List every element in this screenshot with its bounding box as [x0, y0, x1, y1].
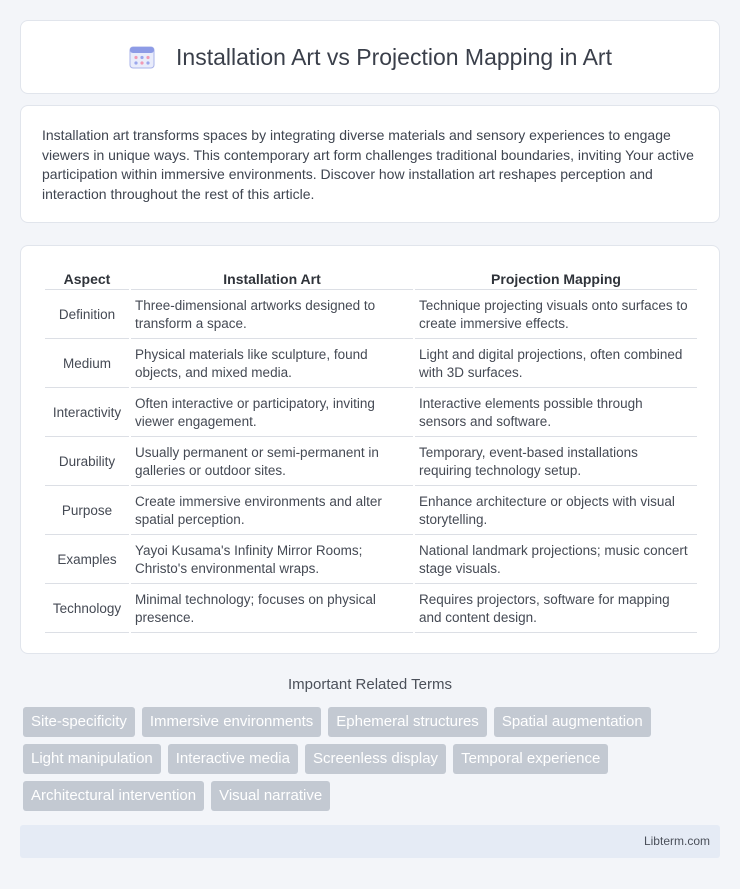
related-term-tag[interactable]: Ephemeral structures	[328, 707, 487, 737]
table-row	[45, 537, 697, 584]
row-projection-mapping: National landmark projections; music concert stage visuals.	[415, 537, 697, 584]
table-row	[45, 488, 697, 535]
header-aspect: Aspect	[45, 268, 129, 290]
row-projection-mapping: Enhance architecture or objects with visual storytelling.	[415, 488, 697, 535]
comparison-table	[43, 266, 699, 635]
row-projection-mapping: Interactive elements possible through sensors and software.	[415, 390, 697, 437]
row-installation-art: Yayoi Kusama's Infinity Mirror Rooms; Christo's environmental wraps.	[131, 537, 413, 584]
row-aspect: Definition	[45, 292, 129, 339]
row-projection-mapping: Requires projectors, software for mapping and content design.	[415, 586, 697, 633]
footer	[20, 825, 720, 858]
related-term-tag[interactable]: Immersive environments	[142, 707, 321, 737]
related-term-tag[interactable]: Light manipulation	[23, 744, 161, 774]
header-card	[20, 20, 720, 94]
table-header-row	[45, 268, 697, 290]
row-aspect: Technology	[45, 586, 129, 633]
table-row	[45, 439, 697, 486]
related-term-tag[interactable]: Visual narrative	[211, 781, 330, 811]
footer-site-link[interactable]: Libterm.com	[643, 834, 710, 848]
row-installation-art: Often interactive or participatory, inviting viewer engagement.	[131, 390, 413, 437]
row-projection-mapping: Technique projecting visuals onto surfaces to create immersive effects.	[415, 292, 697, 339]
row-installation-art: Physical materials like sculpture, found objects, and mixed media.	[131, 341, 413, 388]
related-term-tag[interactable]: Screenless display	[305, 744, 446, 774]
row-installation-art: Create immersive environments and alter spatial perception.	[131, 488, 413, 535]
related-terms-title: Important Related Terms	[288, 676, 452, 693]
table-row	[45, 292, 697, 339]
table-row	[45, 390, 697, 437]
related-terms-list	[23, 707, 723, 811]
table-row	[45, 341, 697, 388]
row-aspect: Examples	[45, 537, 129, 584]
related-term-tag[interactable]: Interactive media	[168, 744, 298, 774]
related-term-tag[interactable]: Site-specificity	[23, 707, 135, 737]
row-aspect: Purpose	[45, 488, 129, 535]
related-term-tag[interactable]: Spatial augmentation	[494, 707, 651, 737]
header-projection-mapping: Projection Mapping	[415, 268, 697, 290]
row-installation-art: Minimal technology; focuses on physical presence.	[131, 586, 413, 633]
table-row	[45, 586, 697, 633]
intro-text: Installation art transforms spaces by integrating diverse materials and sensory experiences to engage viewers in unique ways. This contemporary art form challenges traditional boundaries, inviting Your active participation within immersive environments. Discover how installation art reshapes perception and interaction throughout the rest of this article.	[42, 127, 694, 202]
row-aspect: Interactivity	[45, 390, 129, 437]
calendar-grid-icon	[128, 43, 156, 71]
row-installation-art: Three-dimensional artworks designed to transform a space.	[131, 292, 413, 339]
row-aspect: Durability	[45, 439, 129, 486]
row-installation-art: Usually permanent or semi-permanent in galleries or outdoor sites.	[131, 439, 413, 486]
row-projection-mapping: Temporary, event-based installations requiring technology setup.	[415, 439, 697, 486]
intro-card	[20, 105, 720, 223]
related-term-tag[interactable]: Architectural intervention	[23, 781, 204, 811]
row-projection-mapping: Light and digital projections, often combined with 3D surfaces.	[415, 341, 697, 388]
related-term-tag[interactable]: Temporal experience	[453, 744, 608, 774]
page-title: Installation Art vs Projection Mapping in Art	[176, 43, 612, 70]
comparison-card	[20, 245, 720, 654]
row-aspect: Medium	[45, 341, 129, 388]
header-installation-art: Installation Art	[131, 268, 413, 290]
